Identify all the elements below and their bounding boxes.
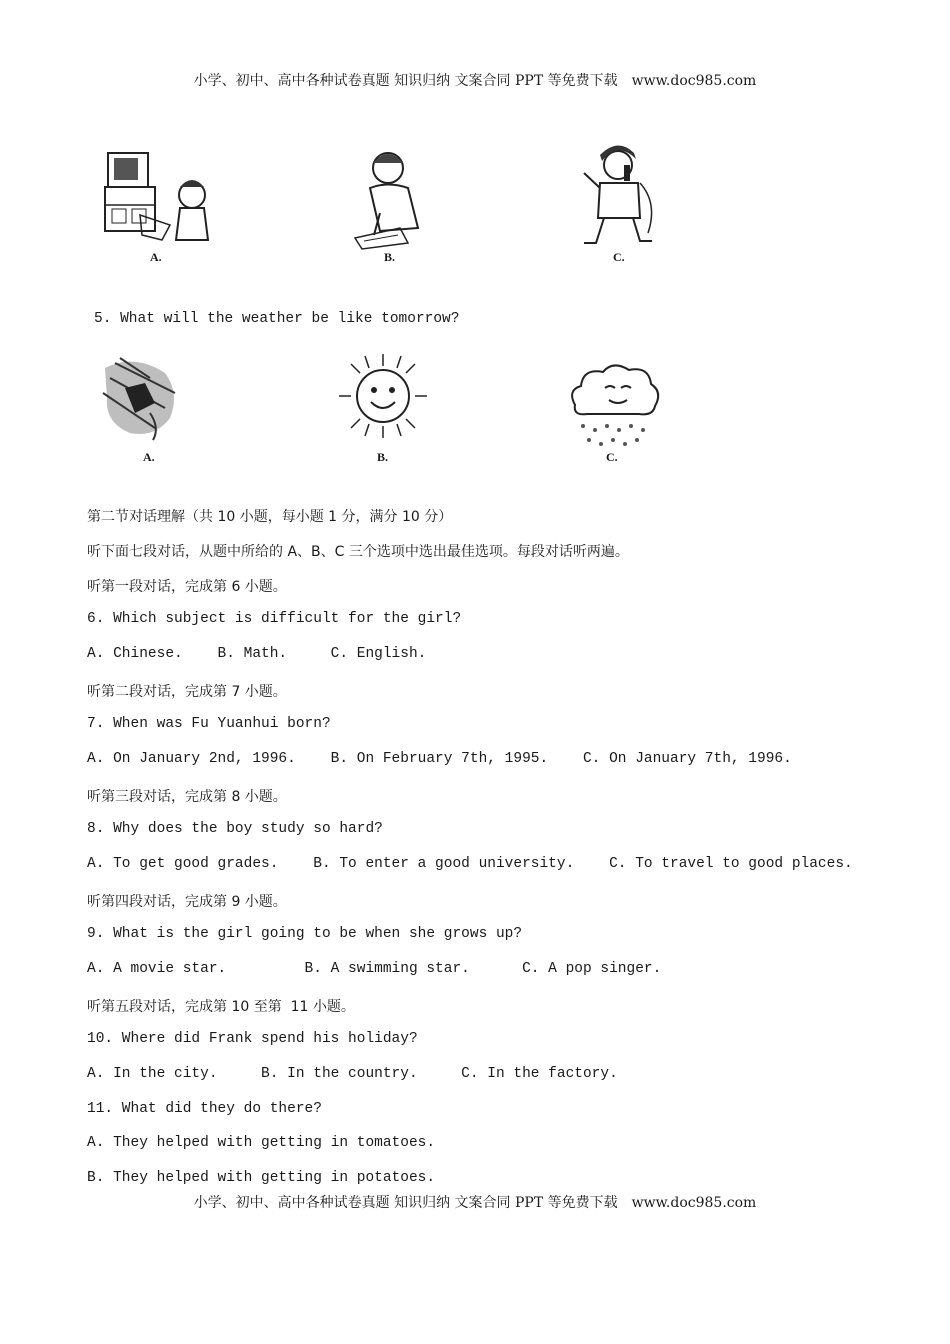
question-6-options: A. Chinese. B. Math. C. English. <box>87 646 427 662</box>
q4-label-b: B. <box>384 250 396 264</box>
q4-option-b-picture <box>350 143 440 253</box>
header-text: 小学、初中、高中各种试卷真题 知识归纳 文案合同 PPT 等免费下载 <box>193 73 618 89</box>
header-site: www.doc985.com <box>631 73 757 89</box>
question-11: 11. What did they do there? <box>87 1101 322 1117</box>
question-9: 9. What is the girl going to be when she grows up? <box>87 926 523 942</box>
singing-boy-illustration <box>578 143 663 253</box>
q5-label-c: C. <box>606 450 618 464</box>
question-10: 10. Where did Frank spend his holiday? <box>87 1031 418 1047</box>
tv-watching-boy-illustration <box>100 145 220 250</box>
section-title: 第二节对话理解（共 10 小题，每小题 1 分，满分 10 分） <box>87 509 453 525</box>
footer-text: 小学、初中、高中各种试卷真题 知识归纳 文案合同 PPT 等免费下载 <box>193 1195 618 1211</box>
dialogue-2-heading: 听第二段对话，完成第 7 小题。 <box>87 684 287 700</box>
windy-stormy-weather-icon <box>95 348 190 443</box>
question-11-option-b: B. They helped with getting in potatoes. <box>87 1170 436 1186</box>
dialogue-3-heading: 听第三段对话，完成第 8 小题。 <box>87 789 287 805</box>
q5-option-c-picture <box>565 360 665 450</box>
drawing-boy-illustration <box>350 143 440 253</box>
q4-label-c: C. <box>613 250 625 264</box>
q4-label-a: A. <box>150 250 162 264</box>
page-footer <box>0 1192 950 1212</box>
question-10-options: A. In the city. B. In the country. C. In the factory. <box>87 1066 618 1082</box>
sunny-weather-icon <box>333 350 433 442</box>
q5-option-b-picture <box>333 350 433 442</box>
question-8: 8. Why does the boy study so hard? <box>87 821 383 837</box>
q4-option-a-picture <box>100 145 220 250</box>
q5-question: 5. What will the weather be like tomorrow? <box>94 311 460 327</box>
q4-option-c-picture <box>578 143 663 253</box>
question-7-options: A. On January 2nd, 1996. B. On February 7th, 1995. C. On January 7th, 1996. <box>87 751 792 767</box>
dialogue-4-heading: 听第四段对话，完成第 9 小题。 <box>87 894 287 910</box>
question-9-options: A. A movie star. B. A swimming star. C. A pop singer. <box>87 961 662 977</box>
rainy-cloud-weather-icon <box>565 360 665 450</box>
dialogue-1-heading: 听第一段对话，完成第 6 小题。 <box>87 579 287 595</box>
q5-label-a: A. <box>143 450 155 464</box>
q5-label-b: B. <box>377 450 389 464</box>
q5-option-a-picture <box>95 348 190 443</box>
question-6: 6. Which subject is difficult for the girl? <box>87 611 462 627</box>
footer-site: www.doc985.com <box>631 1195 757 1211</box>
dialogue-5-heading: 听第五段对话，完成第 10 至第 11 小题。 <box>87 999 355 1015</box>
page-header <box>0 70 950 90</box>
section-instruction: 听下面七段对话，从题中所给的 A、B、C 三个选项中选出最佳选项。每段对话听两遍。 <box>87 544 629 560</box>
question-7: 7. When was Fu Yuanhui born? <box>87 716 331 732</box>
question-11-option-a: A. They helped with getting in tomatoes. <box>87 1135 436 1151</box>
question-8-options: A. To get good grades. B. To enter a good university. C. To travel to good places. <box>87 856 853 872</box>
